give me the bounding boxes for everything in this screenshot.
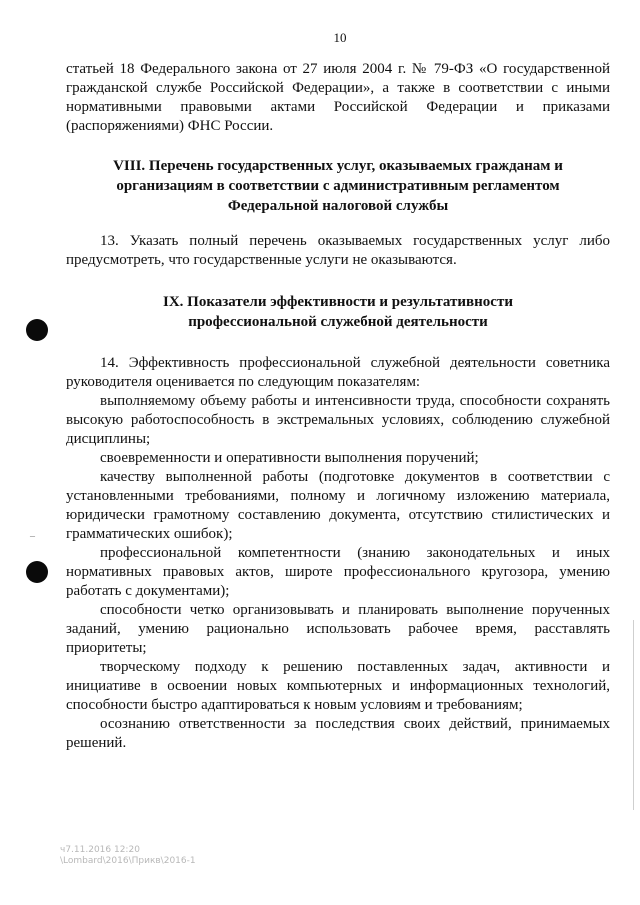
footer-stamp xyxy=(60,845,196,867)
intro-paragraph: статьей 18 Федерального закона от 27 июля 2004 г. № 79-ФЗ «О государственной гражданской службе Российской Федерации», а также в соответствии с иными нормативными правовыми актами Российской Федерации и приказами (распоряжениями) ФНС России. xyxy=(66,61,610,134)
section-viii-heading xyxy=(66,156,610,216)
section-ix-title-line: IX. Показатели эффективности и результативности xyxy=(163,294,513,310)
scan-edge-line xyxy=(633,620,634,810)
paragraph-14: 14. Эффективность профессиональной служебной деятельности советника руководителя оценивается по следующим показателям: xyxy=(66,355,610,390)
section-ix-title-line: профессиональной служебной деятельности xyxy=(188,314,488,330)
section-viii-title-line: организациям в соответствии с административным регламентом xyxy=(116,178,560,194)
criterion-item: способности четко организовывать и планировать выполнение порученных заданий, умению рационально использовать рабочее время, расставлять приоритеты; xyxy=(66,602,610,656)
punch-hole-bottom xyxy=(26,561,48,583)
paragraph-13: 13. Указать полный перечень оказываемых государственных услуг либо предусмотреть, что государственные услуги не оказываются. xyxy=(66,233,610,268)
footer-line: ч7.11.2016 12:20 xyxy=(60,845,140,855)
criterion-item: выполняемому объему работы и интенсивности труда, способности сохранять высокую работоспособность в экстремальных условиях, соблюдению служебной дисциплины; xyxy=(66,393,610,447)
criterion-item: творческому подходу к решению поставленных задач, активности и инициативе в освоении новых компьютерных и информационных технологий, способности быстро адаптироваться к новым условиям и требованиям; xyxy=(66,659,610,713)
footer-line: \Lombard\2016\Прикв\2016-1 xyxy=(60,856,196,866)
page-number: 10 xyxy=(333,30,347,45)
margin-mark: – xyxy=(30,531,35,542)
criterion-item: качеству выполненной работы (подготовке документов в соответствии с установленными требованиями, полному и логичному изложению материала, юридически грамотному составлению документа, отсутствию стилистических и грамматических ошибок); xyxy=(66,469,610,542)
criterion-item: профессиональной компетентности (знанию законодательных и иных нормативных правовых актов, широте профессионального кругозора, умению работать с документами); xyxy=(66,545,610,599)
section-viii-title-line: VIII. Перечень государственных услуг, оказываемых гражданам и xyxy=(113,158,563,174)
section-ix-heading xyxy=(66,292,610,332)
punch-hole-top xyxy=(26,319,48,341)
criterion-item: своевременности и оперативности выполнения поручений; xyxy=(100,450,479,466)
criterion-item: осознанию ответственности за последствия своих действий, принимаемых решений. xyxy=(66,716,610,751)
document-body xyxy=(66,60,610,753)
section-viii-title-line: Федеральной налоговой службы xyxy=(227,198,449,214)
